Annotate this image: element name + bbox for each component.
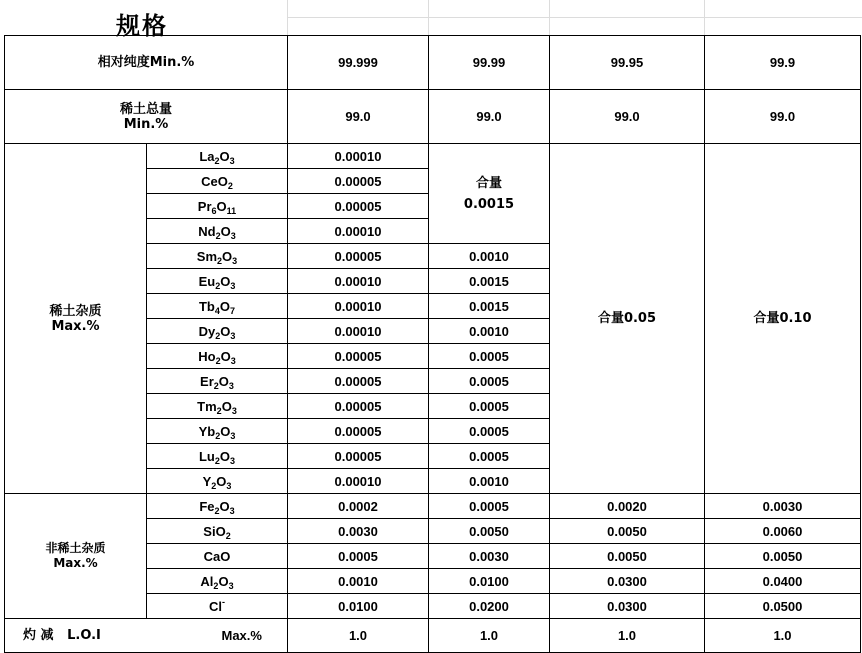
loi-value: 1.0 xyxy=(288,619,429,653)
formula-part: 2 xyxy=(215,330,221,341)
formula-part: Er xyxy=(200,373,214,389)
impurity-value: 0.00005 xyxy=(288,444,429,469)
formula-part: O xyxy=(221,398,232,414)
combined-value-cell xyxy=(429,144,550,244)
re-impurity-row xyxy=(5,144,861,169)
impurity-value: 0.0050 xyxy=(705,544,861,569)
formula-part: 3 xyxy=(230,430,236,441)
formula-part: 2 xyxy=(214,455,220,466)
formula-part: 3 xyxy=(230,455,236,466)
total-col4: 合量0.10 xyxy=(705,144,861,494)
formula-part: O xyxy=(219,298,230,314)
formula-part: 2 xyxy=(214,155,220,166)
impurity-value: 0.00005 xyxy=(288,169,429,194)
formula-part: 2 xyxy=(213,380,219,391)
non-re-impurity-label-line1: 非稀土杂质 xyxy=(45,541,106,555)
impurity-value: 0.0005 xyxy=(429,344,550,369)
formula-part: CeO xyxy=(201,173,228,189)
loi-row xyxy=(5,619,861,653)
formula-part: Tb xyxy=(198,298,215,314)
loi-value: 1.0 xyxy=(550,619,705,653)
formula-part: Y xyxy=(202,473,212,489)
formula-part: 3 xyxy=(228,380,234,391)
impurity-value: 0.0050 xyxy=(550,544,705,569)
formula-part: O xyxy=(220,323,231,339)
impurity-value: 0.0002 xyxy=(288,494,429,519)
loi-label: 灼 减 L.O.I xyxy=(5,619,147,653)
impurity-value: 0.0100 xyxy=(288,594,429,619)
purity-value: 99.999 xyxy=(288,36,429,90)
formula-part: Lu xyxy=(198,448,215,464)
purity-value: 99.99 xyxy=(429,36,550,90)
compound-formula xyxy=(147,494,288,519)
gridline xyxy=(287,17,862,18)
formula-part: Dy xyxy=(198,323,216,339)
impurity-value: 0.0400 xyxy=(705,569,861,594)
impurity-value: 0.00005 xyxy=(288,244,429,269)
impurity-value: 0.00010 xyxy=(288,469,429,494)
compound-formula xyxy=(147,394,288,419)
formula-part: 2 xyxy=(227,180,233,191)
formula-part: 7 xyxy=(230,305,236,316)
treo-value: 99.0 xyxy=(429,90,550,144)
formula-part: Nd xyxy=(198,223,216,239)
formula-part: Yb xyxy=(198,423,216,439)
formula-part: 11 xyxy=(226,205,237,216)
impurity-value: 0.0100 xyxy=(429,569,550,594)
formula-part: 6 xyxy=(211,205,217,216)
formula-part: 3 xyxy=(228,580,234,591)
re-impurity-label xyxy=(5,144,147,494)
loi-unit: Max.% xyxy=(147,619,288,653)
formula-part: Al xyxy=(200,573,214,589)
non-re-impurity-row xyxy=(5,494,861,519)
compound-formula xyxy=(147,344,288,369)
formula-part: - xyxy=(222,596,225,607)
purity-value: 99.95 xyxy=(550,36,705,90)
page-title: 规格 xyxy=(116,12,168,40)
formula-part: 3 xyxy=(229,505,235,516)
impurity-value: 0.0030 xyxy=(429,544,550,569)
treo-label xyxy=(5,90,288,144)
non-re-impurity-label-line2: Max.% xyxy=(53,556,98,570)
formula-part: Pr xyxy=(197,198,212,214)
non-re-impurity-label xyxy=(5,494,147,619)
impurity-value: 0.00005 xyxy=(288,344,429,369)
formula-part: 3 xyxy=(231,405,237,416)
formula-part: O xyxy=(219,448,230,464)
formula-part: 3 xyxy=(226,480,232,491)
formula-part: Eu xyxy=(198,273,216,289)
impurity-value: 0.0300 xyxy=(550,594,705,619)
treo-value: 99.0 xyxy=(705,90,861,144)
formula-part: 3 xyxy=(232,255,238,266)
compound-formula xyxy=(147,594,288,619)
formula-part: 2 xyxy=(216,405,222,416)
formula-part: O xyxy=(220,273,231,289)
formula-part: Cl xyxy=(209,598,222,614)
compound-formula xyxy=(147,369,288,394)
total-col3: 合量0.05 xyxy=(550,144,705,494)
compound-formula xyxy=(147,469,288,494)
re-impurity-label-line2: Max.% xyxy=(51,318,100,334)
formula-part: O xyxy=(220,348,231,364)
spec-table xyxy=(4,35,861,653)
treo-value: 99.0 xyxy=(550,90,705,144)
compound-formula xyxy=(147,319,288,344)
impurity-value: 0.0030 xyxy=(288,519,429,544)
formula-part: 3 xyxy=(230,330,236,341)
impurity-value: 0.0020 xyxy=(550,494,705,519)
impurity-value: 0.00005 xyxy=(288,419,429,444)
impurity-value: 0.0005 xyxy=(429,444,550,469)
formula-part: 2 xyxy=(215,355,221,366)
formula-part: 3 xyxy=(229,155,235,166)
impurity-value: 0.0005 xyxy=(429,494,550,519)
formula-part: O xyxy=(220,423,231,439)
compound-formula xyxy=(147,544,288,569)
impurity-value: 0.00005 xyxy=(288,194,429,219)
formula-part: O xyxy=(222,248,233,264)
purity-label: 相对纯度Min.% xyxy=(5,36,288,90)
formula-part: O xyxy=(218,573,229,589)
impurity-value: 0.0005 xyxy=(429,369,550,394)
purity-row xyxy=(5,36,861,90)
compound-formula xyxy=(147,444,288,469)
formula-part: La xyxy=(199,148,215,164)
formula-part: 2 xyxy=(213,580,219,591)
formula-part: O xyxy=(218,373,229,389)
impurity-value: 0.0300 xyxy=(550,569,705,594)
formula-part: Fe xyxy=(199,498,215,514)
formula-part: 3 xyxy=(230,230,236,241)
formula-part: O xyxy=(219,148,230,164)
formula-part: Ho xyxy=(198,348,216,364)
formula-part: O xyxy=(216,473,227,489)
impurity-value: 0.0050 xyxy=(429,519,550,544)
compound-formula xyxy=(147,194,288,219)
formula-part: 2 xyxy=(215,230,221,241)
compound-formula xyxy=(147,244,288,269)
loi-value: 1.0 xyxy=(429,619,550,653)
treo-label-line2: Min.% xyxy=(123,116,169,132)
impurity-value: 0.00010 xyxy=(288,319,429,344)
formula-part: 3 xyxy=(230,355,236,366)
formula-part: O xyxy=(220,223,231,239)
impurity-value: 0.0030 xyxy=(705,494,861,519)
compound-formula xyxy=(147,144,288,169)
formula-part: Tm xyxy=(197,398,217,414)
formula-part: 2 xyxy=(215,280,221,291)
purity-value: 99.9 xyxy=(705,36,861,90)
treo-value: 99.0 xyxy=(288,90,429,144)
formula-part: 2 xyxy=(225,530,231,541)
impurity-value: 0.0500 xyxy=(705,594,861,619)
formula-part: 3 xyxy=(230,280,236,291)
formula-part: 2 xyxy=(215,430,221,441)
formula-part: 2 xyxy=(217,255,223,266)
impurity-value: 0.00010 xyxy=(288,144,429,169)
impurity-value: 0.0010 xyxy=(288,569,429,594)
formula-part: Sm xyxy=(196,248,218,264)
compound-formula xyxy=(147,294,288,319)
loi-value: 1.0 xyxy=(705,619,861,653)
formula-part: O xyxy=(216,198,227,214)
impurity-value: 0.00010 xyxy=(288,269,429,294)
impurity-value: 0.00010 xyxy=(288,219,429,244)
impurity-value: 0.0005 xyxy=(288,544,429,569)
impurity-value: 0.0200 xyxy=(429,594,550,619)
impurity-value: 0.00005 xyxy=(288,394,429,419)
combined-value: 0.0015 xyxy=(463,196,515,212)
formula-part: 4 xyxy=(214,305,220,316)
impurity-value: 0.0050 xyxy=(550,519,705,544)
combined-label: 合量 xyxy=(475,175,502,191)
re-impurity-label-line1: 稀土杂质 xyxy=(49,303,102,319)
formula-part: O xyxy=(219,498,230,514)
formula-part: CaO xyxy=(203,548,231,564)
compound-formula xyxy=(147,219,288,244)
formula-part: 2 xyxy=(211,480,217,491)
treo-label-line1: 稀土总量 xyxy=(119,101,172,117)
compound-formula xyxy=(147,519,288,544)
impurity-value: 0.00010 xyxy=(288,294,429,319)
treo-row xyxy=(5,90,861,144)
compound-formula xyxy=(147,269,288,294)
impurity-value: 0.0010 xyxy=(429,319,550,344)
impurity-value: 0.00005 xyxy=(288,369,429,394)
impurity-value: 0.0015 xyxy=(429,294,550,319)
impurity-value: 0.0010 xyxy=(429,244,550,269)
compound-formula xyxy=(147,569,288,594)
compound-formula xyxy=(147,419,288,444)
formula-part: SiO xyxy=(203,523,226,539)
impurity-value: 0.0010 xyxy=(429,469,550,494)
compound-formula xyxy=(147,169,288,194)
impurity-value: 0.0015 xyxy=(429,269,550,294)
impurity-value: 0.0005 xyxy=(429,394,550,419)
impurity-value: 0.0005 xyxy=(429,419,550,444)
formula-part: 2 xyxy=(214,505,220,516)
impurity-value: 0.0060 xyxy=(705,519,861,544)
